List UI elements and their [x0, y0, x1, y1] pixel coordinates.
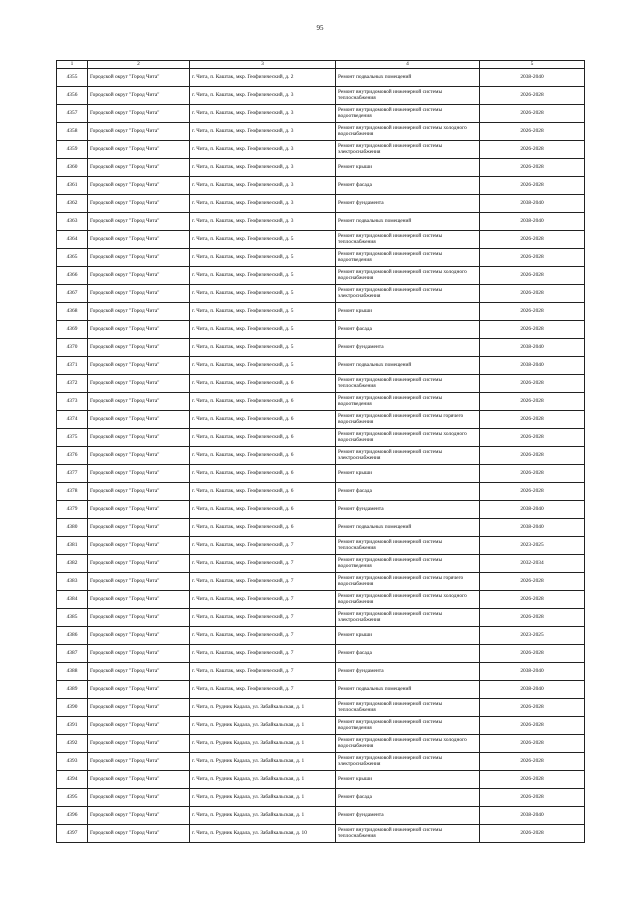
table-row — [57, 663, 585, 681]
period-cell: 2038-2040 — [480, 69, 585, 87]
period-cell: 2026-2028 — [480, 321, 585, 339]
municipality-cell: Городской округ "Город Чита" — [88, 429, 190, 447]
address-cell: г. Чита, п. Каштак, мкр. Геофизический, д. 5 — [190, 357, 336, 375]
work-type-cell: Ремонт внутридомовой инженерной системы электроснабжения — [336, 141, 480, 159]
table-body — [57, 69, 585, 843]
municipality-cell: Городской округ "Город Чита" — [88, 303, 190, 321]
period-cell: 2026-2028 — [480, 249, 585, 267]
municipality-cell: Городской округ "Город Чита" — [88, 807, 190, 825]
address-cell: г. Чита, п. Каштак, мкр. Геофизический, д. 5 — [190, 285, 336, 303]
table-row — [57, 807, 585, 825]
address-cell: г. Чита, п. Каштак, мкр. Геофизический, д. 3 — [190, 87, 336, 105]
row-number: 4361 — [57, 177, 88, 195]
work-type-cell: Ремонт фасада — [336, 789, 480, 807]
row-number: 4392 — [57, 735, 88, 753]
municipality-cell: Городской округ "Город Чита" — [88, 213, 190, 231]
work-type-cell: Ремонт внутридомовой инженерной системы горячего водоснабжения — [336, 573, 480, 591]
work-type-cell: Ремонт внутридомовой инженерной системы водоотведения — [336, 717, 480, 735]
municipality-cell: Городской округ "Город Чита" — [88, 141, 190, 159]
table-row — [57, 501, 585, 519]
table-row — [57, 717, 585, 735]
municipality-cell: Городской округ "Город Чита" — [88, 825, 190, 843]
column-number-row — [57, 61, 585, 69]
row-number: 4363 — [57, 213, 88, 231]
period-cell: 2026-2028 — [480, 771, 585, 789]
work-type-cell: Ремонт крыши — [336, 465, 480, 483]
period-cell: 2026-2028 — [480, 87, 585, 105]
period-cell: 2026-2028 — [480, 429, 585, 447]
work-type-cell: Ремонт фундамента — [336, 339, 480, 357]
address-cell: г. Чита, п. Каштак, мкр. Геофизический, д. 6 — [190, 411, 336, 429]
work-type-cell: Ремонт крыши — [336, 627, 480, 645]
work-type-cell: Ремонт крыши — [336, 159, 480, 177]
address-cell: г. Чита, п. Каштак, мкр. Геофизический, д. 5 — [190, 303, 336, 321]
table-row — [57, 771, 585, 789]
municipality-cell: Городской округ "Город Чита" — [88, 537, 190, 555]
row-number: 4370 — [57, 339, 88, 357]
municipality-cell: Городской округ "Город Чита" — [88, 699, 190, 717]
municipality-cell: Городской округ "Город Чита" — [88, 627, 190, 645]
work-type-cell: Ремонт фасада — [336, 645, 480, 663]
period-cell: 2026-2028 — [480, 591, 585, 609]
table-row — [57, 177, 585, 195]
work-type-cell: Ремонт внутридомовой инженерной системы холодного водоснабжения — [336, 591, 480, 609]
row-number: 4379 — [57, 501, 88, 519]
table-row — [57, 213, 585, 231]
work-type-cell: Ремонт внутридомовой инженерной системы холодного водоснабжения — [336, 267, 480, 285]
municipality-cell: Городской округ "Город Чита" — [88, 267, 190, 285]
row-number: 4356 — [57, 87, 88, 105]
period-cell: 2026-2028 — [480, 717, 585, 735]
municipality-cell: Городской округ "Город Чита" — [88, 195, 190, 213]
work-type-cell: Ремонт подвальных помещений — [336, 213, 480, 231]
municipality-cell: Городской округ "Город Чита" — [88, 393, 190, 411]
row-number: 4381 — [57, 537, 88, 555]
table-row — [57, 735, 585, 753]
table-row — [57, 195, 585, 213]
municipality-cell: Городской округ "Город Чита" — [88, 645, 190, 663]
work-type-cell: Ремонт внутридомовой инженерной системы водоотведения — [336, 105, 480, 123]
table-row — [57, 321, 585, 339]
row-number: 4376 — [57, 447, 88, 465]
work-type-cell: Ремонт внутридомовой инженерной системы электроснабжения — [336, 609, 480, 627]
address-cell: г. Чита, п. Каштак, мкр. Геофизический, д. 6 — [190, 429, 336, 447]
address-cell: г. Чита, п. Каштак, мкр. Геофизический, д. 3 — [190, 159, 336, 177]
municipality-cell: Городской округ "Город Чита" — [88, 663, 190, 681]
municipality-cell: Городской округ "Город Чита" — [88, 789, 190, 807]
municipality-cell: Городской округ "Город Чита" — [88, 159, 190, 177]
row-number: 4388 — [57, 663, 88, 681]
address-cell: г. Чита, п. Каштак, мкр. Геофизический, д. 7 — [190, 573, 336, 591]
address-cell: г. Чита, п. Каштак, мкр. Геофизический, д. 6 — [190, 465, 336, 483]
work-type-cell: Ремонт фундамента — [336, 663, 480, 681]
address-cell: г. Чита, п. Каштак, мкр. Геофизический, д. 6 — [190, 393, 336, 411]
period-cell: 2026-2028 — [480, 465, 585, 483]
municipality-cell: Городской округ "Город Чита" — [88, 447, 190, 465]
period-cell: 2026-2028 — [480, 699, 585, 717]
address-cell: г. Чита, п. Каштак, мкр. Геофизический, д. 7 — [190, 609, 336, 627]
period-cell: 2026-2028 — [480, 411, 585, 429]
table-row — [57, 645, 585, 663]
address-cell: г. Чита, п. Каштак, мкр. Геофизический, д. 7 — [190, 555, 336, 573]
address-cell: г. Чита, п. Каштак, мкр. Геофизический, д. 7 — [190, 645, 336, 663]
address-cell: г. Чита, п. Рудник Кадала, ул. Забайкальская, д. 1 — [190, 699, 336, 717]
municipality-cell: Городской округ "Город Чита" — [88, 591, 190, 609]
work-type-cell: Ремонт подвальных помещений — [336, 357, 480, 375]
table-row — [57, 105, 585, 123]
period-cell: 2023-2025 — [480, 627, 585, 645]
municipality-cell: Городской округ "Город Чита" — [88, 465, 190, 483]
municipality-cell: Городской округ "Город Чита" — [88, 411, 190, 429]
table-row — [57, 393, 585, 411]
period-cell: 2026-2028 — [480, 789, 585, 807]
column-header-2: 2 — [88, 61, 190, 69]
period-cell: 2038-2040 — [480, 681, 585, 699]
table-row — [57, 681, 585, 699]
address-cell: г. Чита, п. Каштак, мкр. Геофизический, д. 3 — [190, 123, 336, 141]
table-row — [57, 519, 585, 537]
row-number: 4369 — [57, 321, 88, 339]
address-cell: г. Чита, п. Каштак, мкр. Геофизический, д. 6 — [190, 483, 336, 501]
table-row — [57, 231, 585, 249]
municipality-cell: Городской округ "Город Чита" — [88, 681, 190, 699]
work-type-cell: Ремонт внутридомовой инженерной системы водоотведения — [336, 393, 480, 411]
row-number: 4358 — [57, 123, 88, 141]
work-type-cell: Ремонт подвальных помещений — [336, 69, 480, 87]
period-cell: 2038-2040 — [480, 357, 585, 375]
table-row — [57, 609, 585, 627]
municipality-cell: Городской округ "Город Чита" — [88, 249, 190, 267]
table-row — [57, 429, 585, 447]
period-cell: 2038-2040 — [480, 339, 585, 357]
table-row — [57, 825, 585, 843]
address-cell: г. Чита, п. Каштак, мкр. Геофизический, д. 7 — [190, 681, 336, 699]
work-type-cell: Ремонт внутридомовой инженерной системы теплоснабжения — [336, 537, 480, 555]
address-cell: г. Чита, п. Каштак, мкр. Геофизический, д. 5 — [190, 321, 336, 339]
address-cell: г. Чита, п. Каштак, мкр. Геофизический, д. 7 — [190, 627, 336, 645]
column-header-4: 4 — [336, 61, 480, 69]
work-type-cell: Ремонт внутридомовой инженерной системы теплоснабжения — [336, 375, 480, 393]
period-cell: 2026-2028 — [480, 573, 585, 591]
address-cell: г. Чита, п. Каштак, мкр. Геофизический, д. 5 — [190, 267, 336, 285]
address-cell: г. Чита, п. Каштак, мкр. Геофизический, д. 6 — [190, 375, 336, 393]
row-number: 4355 — [57, 69, 88, 87]
row-number: 4385 — [57, 609, 88, 627]
municipality-cell: Городской округ "Город Чита" — [88, 771, 190, 789]
work-type-cell: Ремонт фасада — [336, 483, 480, 501]
period-cell: 2026-2028 — [480, 609, 585, 627]
period-cell: 2026-2028 — [480, 141, 585, 159]
address-cell: г. Чита, п. Рудник Кадала, ул. Забайкальская, д. 1 — [190, 789, 336, 807]
period-cell: 2023-2025 — [480, 537, 585, 555]
municipality-cell: Городской округ "Город Чита" — [88, 177, 190, 195]
table-row — [57, 591, 585, 609]
table-row — [57, 447, 585, 465]
row-number: 4382 — [57, 555, 88, 573]
row-number: 4371 — [57, 357, 88, 375]
row-number: 4377 — [57, 465, 88, 483]
address-cell: г. Чита, п. Каштак, мкр. Геофизический, д. 6 — [190, 501, 336, 519]
municipality-cell: Городской округ "Город Чита" — [88, 753, 190, 771]
row-number: 4378 — [57, 483, 88, 501]
table-row — [57, 789, 585, 807]
municipality-cell: Городской округ "Город Чита" — [88, 375, 190, 393]
table-row — [57, 699, 585, 717]
municipality-cell: Городской округ "Город Чита" — [88, 735, 190, 753]
page-number: 95 — [316, 24, 324, 32]
row-number: 4395 — [57, 789, 88, 807]
municipality-cell: Городской округ "Город Чита" — [88, 555, 190, 573]
work-type-cell: Ремонт внутридомовой инженерной системы теплоснабжения — [336, 699, 480, 717]
table-row — [57, 87, 585, 105]
address-cell: г. Чита, п. Каштак, мкр. Геофизический, д. 3 — [190, 213, 336, 231]
work-type-cell: Ремонт внутридомовой инженерной системы теплоснабжения — [336, 825, 480, 843]
row-number: 4374 — [57, 411, 88, 429]
table-row — [57, 573, 585, 591]
period-cell: 2026-2028 — [480, 645, 585, 663]
address-cell: г. Чита, п. Рудник Кадала, ул. Забайкальская, д. 1 — [190, 807, 336, 825]
work-type-cell: Ремонт внутридомовой инженерной системы холодного водоснабжения — [336, 123, 480, 141]
address-cell: г. Чита, п. Рудник Кадала, ул. Забайкальская, д. 10 — [190, 825, 336, 843]
work-type-cell: Ремонт внутридомовой инженерной системы электроснабжения — [336, 753, 480, 771]
work-type-cell: Ремонт внутридомовой инженерной системы холодного водоснабжения — [336, 429, 480, 447]
address-cell: г. Чита, п. Каштак, мкр. Геофизический, д. 3 — [190, 141, 336, 159]
address-cell: г. Чита, п. Каштак, мкр. Геофизический, д. 7 — [190, 663, 336, 681]
address-cell: г. Чита, п. Каштак, мкр. Геофизический, д. 3 — [190, 195, 336, 213]
work-type-cell: Ремонт внутридомовой инженерной системы электроснабжения — [336, 285, 480, 303]
table-row — [57, 465, 585, 483]
period-cell: 2026-2028 — [480, 483, 585, 501]
period-cell: 2026-2028 — [480, 285, 585, 303]
address-cell: г. Чита, п. Каштак, мкр. Геофизический, д. 7 — [190, 591, 336, 609]
table-row — [57, 69, 585, 87]
address-cell: г. Чита, п. Каштак, мкр. Геофизический, д. 5 — [190, 339, 336, 357]
row-number: 4359 — [57, 141, 88, 159]
municipality-cell: Городской округ "Город Чита" — [88, 339, 190, 357]
municipality-cell: Городской округ "Город Чита" — [88, 105, 190, 123]
column-header-1: 1 — [57, 61, 88, 69]
municipality-cell: Городской округ "Город Чита" — [88, 609, 190, 627]
period-cell: 2026-2028 — [480, 447, 585, 465]
repair-schedule-table — [56, 60, 585, 843]
table-row — [57, 537, 585, 555]
address-cell: г. Чита, п. Каштак, мкр. Геофизический, д. 6 — [190, 447, 336, 465]
work-type-cell: Ремонт внутридомовой инженерной системы теплоснабжения — [336, 231, 480, 249]
row-number: 4367 — [57, 285, 88, 303]
work-type-cell: Ремонт внутридомовой инженерной системы водоотведения — [336, 555, 480, 573]
municipality-cell: Городской округ "Город Чита" — [88, 573, 190, 591]
row-number: 4375 — [57, 429, 88, 447]
row-number: 4393 — [57, 753, 88, 771]
table-row — [57, 627, 585, 645]
work-type-cell: Ремонт фундамента — [336, 501, 480, 519]
table-row — [57, 267, 585, 285]
period-cell: 2038-2040 — [480, 663, 585, 681]
row-number: 4391 — [57, 717, 88, 735]
municipality-cell: Городской округ "Город Чита" — [88, 357, 190, 375]
address-cell: г. Чита, п. Каштак, мкр. Геофизический, д. 7 — [190, 537, 336, 555]
municipality-cell: Городской округ "Город Чита" — [88, 717, 190, 735]
table-row — [57, 483, 585, 501]
table-row — [57, 285, 585, 303]
table-row — [57, 753, 585, 771]
work-type-cell: Ремонт подвальных помещений — [336, 681, 480, 699]
municipality-cell: Городской округ "Город Чита" — [88, 483, 190, 501]
row-number: 4360 — [57, 159, 88, 177]
row-number: 4372 — [57, 375, 88, 393]
table-row — [57, 123, 585, 141]
period-cell: 2038-2040 — [480, 213, 585, 231]
address-cell: г. Чита, п. Каштак, мкр. Геофизический, д. 3 — [190, 105, 336, 123]
table-row — [57, 303, 585, 321]
row-number: 4384 — [57, 591, 88, 609]
address-cell: г. Чита, п. Каштак, мкр. Геофизический, д. 2 — [190, 69, 336, 87]
row-number: 4396 — [57, 807, 88, 825]
row-number: 4366 — [57, 267, 88, 285]
period-cell: 2026-2028 — [480, 825, 585, 843]
municipality-cell: Городской округ "Город Чита" — [88, 501, 190, 519]
municipality-cell: Городской округ "Город Чита" — [88, 69, 190, 87]
period-cell: 2026-2028 — [480, 231, 585, 249]
row-number: 4394 — [57, 771, 88, 789]
period-cell: 2026-2028 — [480, 303, 585, 321]
column-header-5: 5 — [480, 61, 585, 69]
row-number: 4368 — [57, 303, 88, 321]
row-number: 4364 — [57, 231, 88, 249]
municipality-cell: Городской округ "Город Чита" — [88, 87, 190, 105]
address-cell: г. Чита, п. Рудник Кадала, ул. Забайкальская, д. 1 — [190, 717, 336, 735]
period-cell: 2038-2040 — [480, 807, 585, 825]
row-number: 4380 — [57, 519, 88, 537]
work-type-cell: Ремонт подвальных помещений — [336, 519, 480, 537]
period-cell: 2026-2028 — [480, 123, 585, 141]
row-number: 4383 — [57, 573, 88, 591]
work-type-cell: Ремонт фундамента — [336, 195, 480, 213]
table-row — [57, 159, 585, 177]
table-row — [57, 411, 585, 429]
work-type-cell: Ремонт внутридомовой инженерной системы горячего водоснабжения — [336, 411, 480, 429]
period-cell: 2026-2028 — [480, 267, 585, 285]
period-cell: 2038-2040 — [480, 519, 585, 537]
municipality-cell: Городской округ "Город Чита" — [88, 285, 190, 303]
municipality-cell: Городской округ "Город Чита" — [88, 231, 190, 249]
table-row — [57, 249, 585, 267]
table-row — [57, 357, 585, 375]
row-number: 4357 — [57, 105, 88, 123]
table-row — [57, 339, 585, 357]
address-cell: г. Чита, п. Рудник Кадала, ул. Забайкальская, д. 1 — [190, 753, 336, 771]
address-cell: г. Чита, п. Каштак, мкр. Геофизический, д. 3 — [190, 177, 336, 195]
address-cell: г. Чита, п. Каштак, мкр. Геофизический, д. 6 — [190, 519, 336, 537]
period-cell: 2026-2028 — [480, 753, 585, 771]
address-cell: г. Чита, п. Каштак, мкр. Геофизический, д. 5 — [190, 249, 336, 267]
period-cell: 2038-2040 — [480, 195, 585, 213]
work-type-cell: Ремонт внутридомовой инженерной системы электроснабжения — [336, 447, 480, 465]
row-number: 4362 — [57, 195, 88, 213]
table-row — [57, 375, 585, 393]
row-number: 4390 — [57, 699, 88, 717]
period-cell: 2026-2028 — [480, 735, 585, 753]
period-cell: 2032-2034 — [480, 555, 585, 573]
address-cell: г. Чита, п. Рудник Кадала, ул. Забайкальская, д. 1 — [190, 735, 336, 753]
period-cell: 2026-2028 — [480, 393, 585, 411]
work-type-cell: Ремонт внутридомовой инженерной системы теплоснабжения — [336, 87, 480, 105]
table-row — [57, 555, 585, 573]
work-type-cell: Ремонт крыши — [336, 303, 480, 321]
row-number: 4387 — [57, 645, 88, 663]
table-row — [57, 141, 585, 159]
row-number: 4397 — [57, 825, 88, 843]
column-header-3: 3 — [190, 61, 336, 69]
work-type-cell: Ремонт внутридомовой инженерной системы водоотведения — [336, 249, 480, 267]
row-number: 4389 — [57, 681, 88, 699]
municipality-cell: Городской округ "Город Чита" — [88, 321, 190, 339]
address-cell: г. Чита, п. Каштак, мкр. Геофизический, д. 5 — [190, 231, 336, 249]
period-cell: 2026-2028 — [480, 375, 585, 393]
municipality-cell: Городской округ "Город Чита" — [88, 519, 190, 537]
period-cell: 2026-2028 — [480, 105, 585, 123]
period-cell: 2026-2028 — [480, 159, 585, 177]
municipality-cell: Городской округ "Город Чита" — [88, 123, 190, 141]
period-cell: 2038-2040 — [480, 501, 585, 519]
work-type-cell: Ремонт фасада — [336, 177, 480, 195]
address-cell: г. Чита, п. Рудник Кадала, ул. Забайкальская, д. 1 — [190, 771, 336, 789]
row-number: 4386 — [57, 627, 88, 645]
work-type-cell: Ремонт внутридомовой инженерной системы холодного водоснабжения — [336, 735, 480, 753]
row-number: 4365 — [57, 249, 88, 267]
period-cell: 2026-2028 — [480, 177, 585, 195]
work-type-cell: Ремонт фасада — [336, 321, 480, 339]
work-type-cell: Ремонт фундамента — [336, 807, 480, 825]
row-number: 4373 — [57, 393, 88, 411]
work-type-cell: Ремонт крыши — [336, 771, 480, 789]
